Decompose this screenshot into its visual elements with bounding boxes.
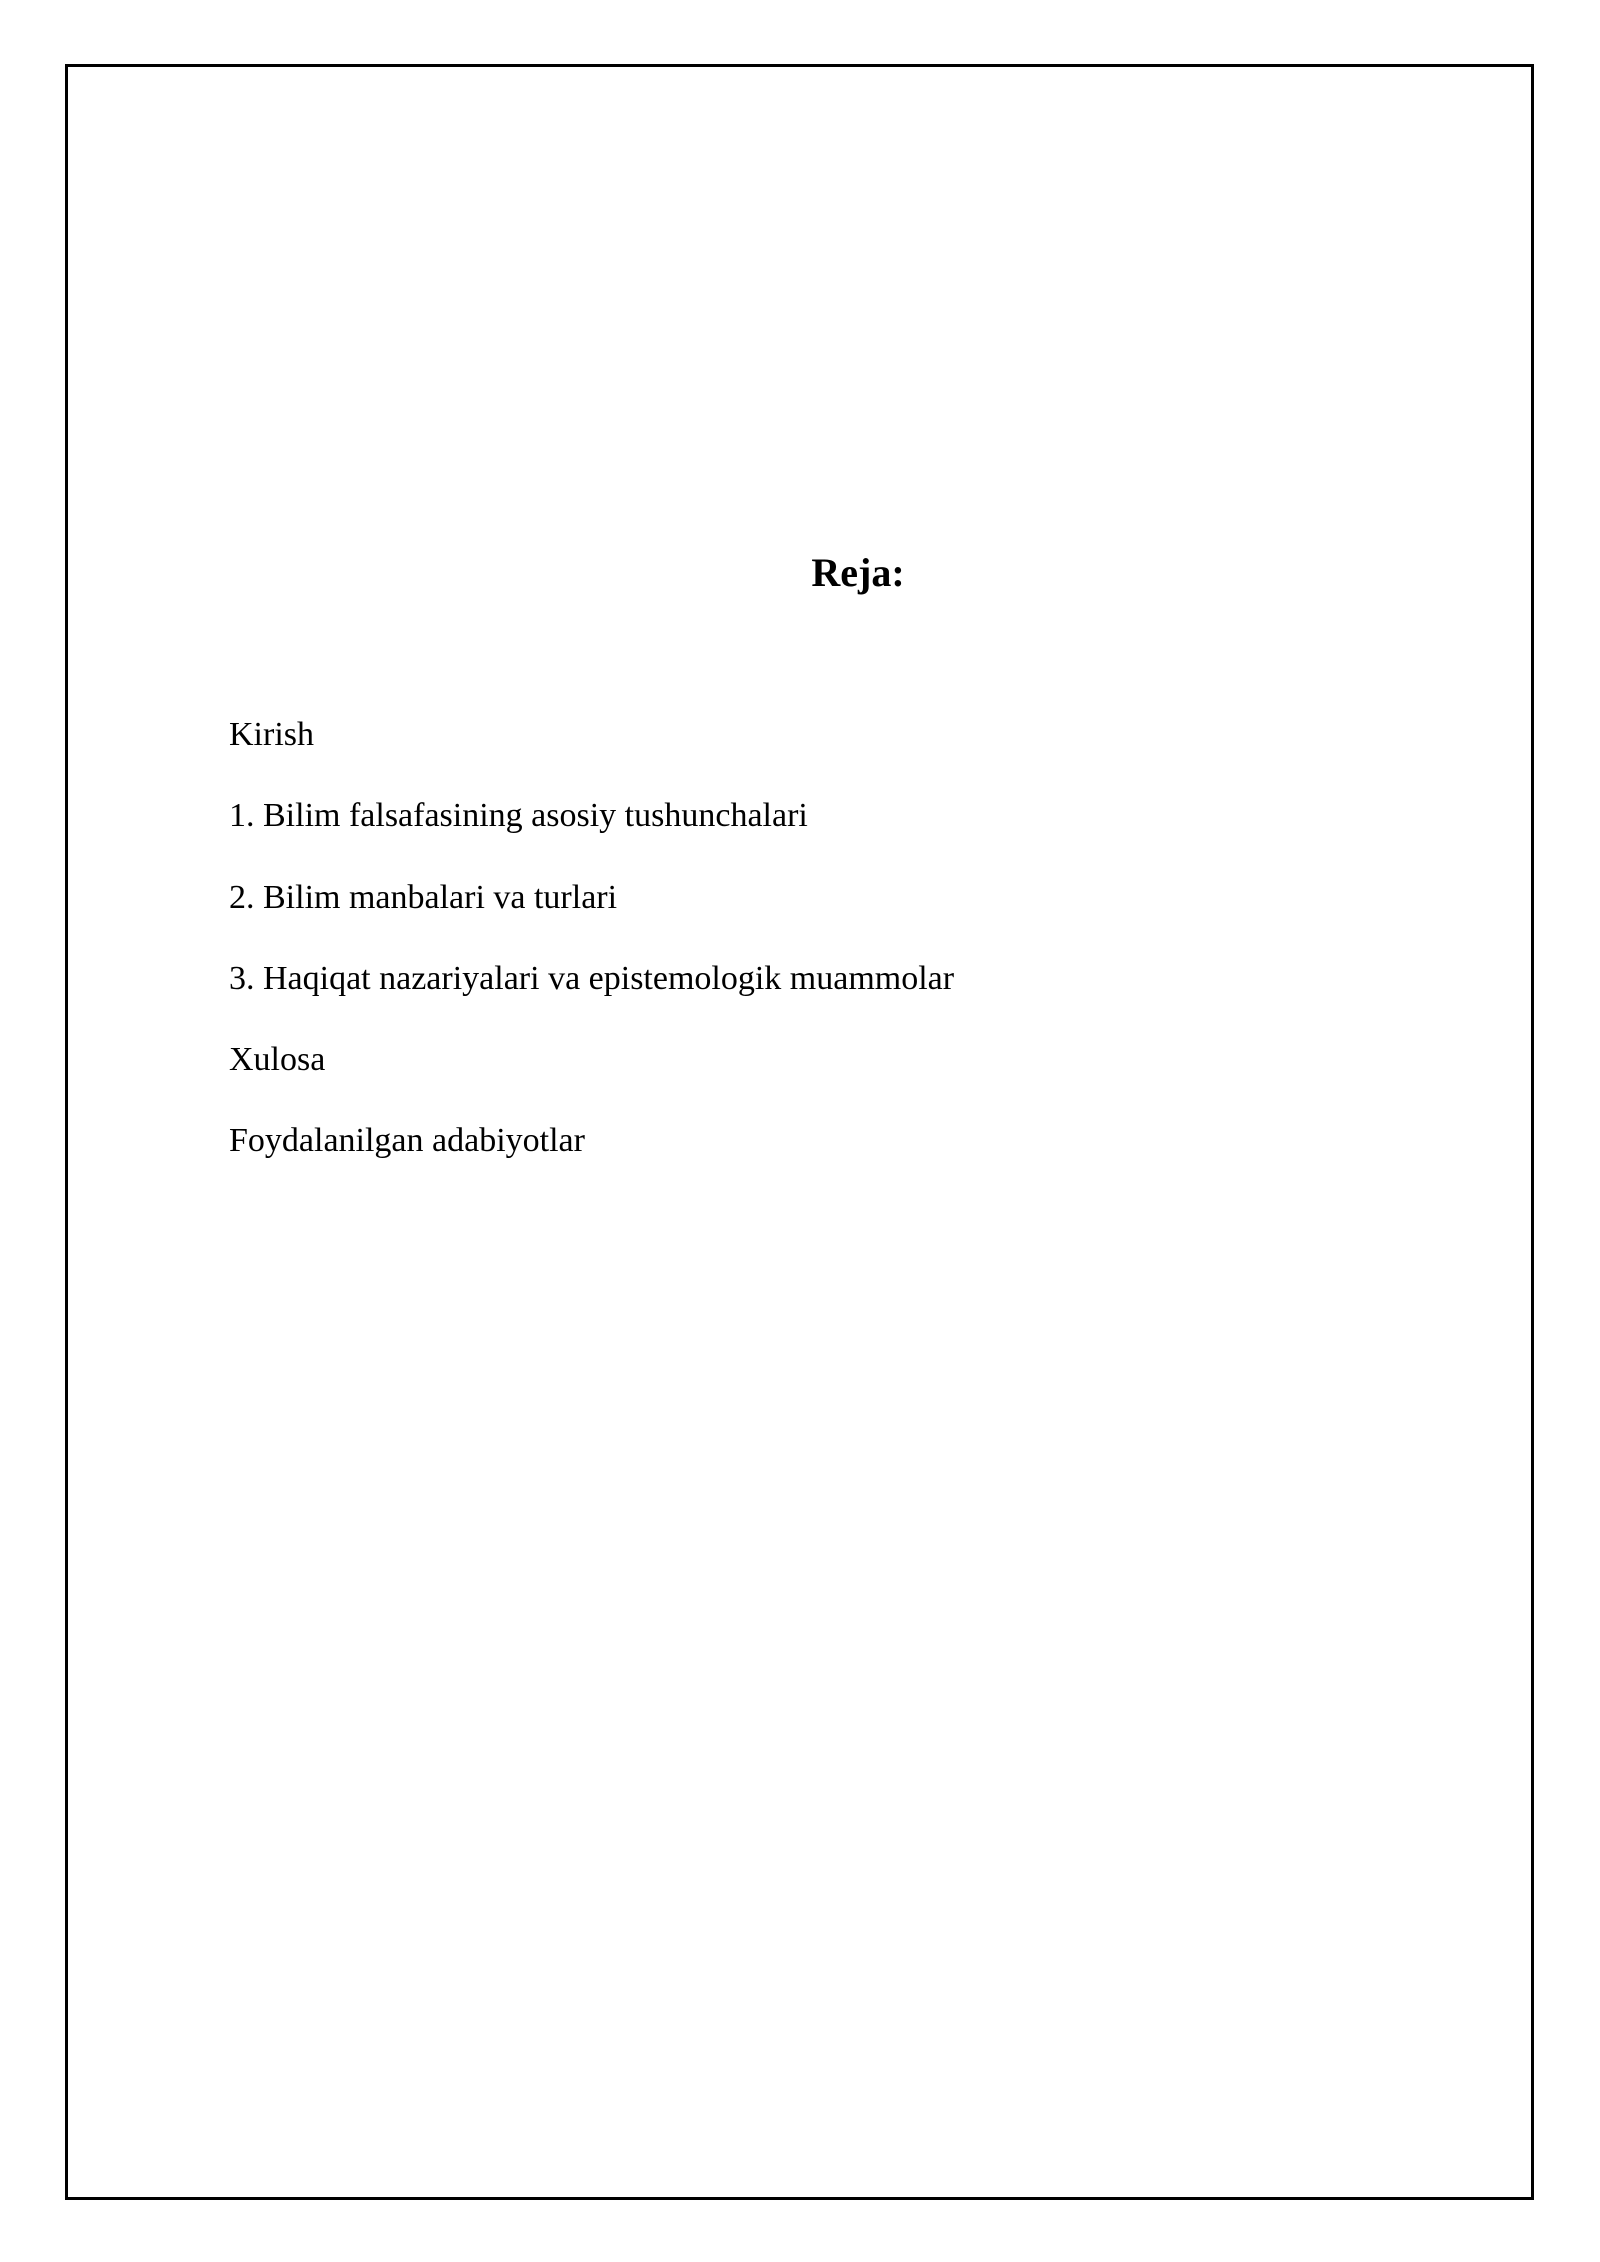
plan-item-section-3: 3. Haqiqat nazariyalari va epistemologik muammolar — [229, 959, 955, 997]
plan-item-references: Foydalanilgan adabiyotlar — [229, 1122, 585, 1160]
plan-list — [229, 694, 954, 1182]
plan-item-section-1: 1. Bilim falsafasining asosiy tushunchalari — [229, 797, 808, 835]
plan-title: Reja: — [811, 550, 905, 595]
plan-item-section-2: 2. Bilim manbalari va turlari — [229, 878, 618, 916]
plan-item-conclusion: Xulosa — [229, 1041, 326, 1079]
plan-item-introduction: Kirish — [229, 716, 314, 753]
